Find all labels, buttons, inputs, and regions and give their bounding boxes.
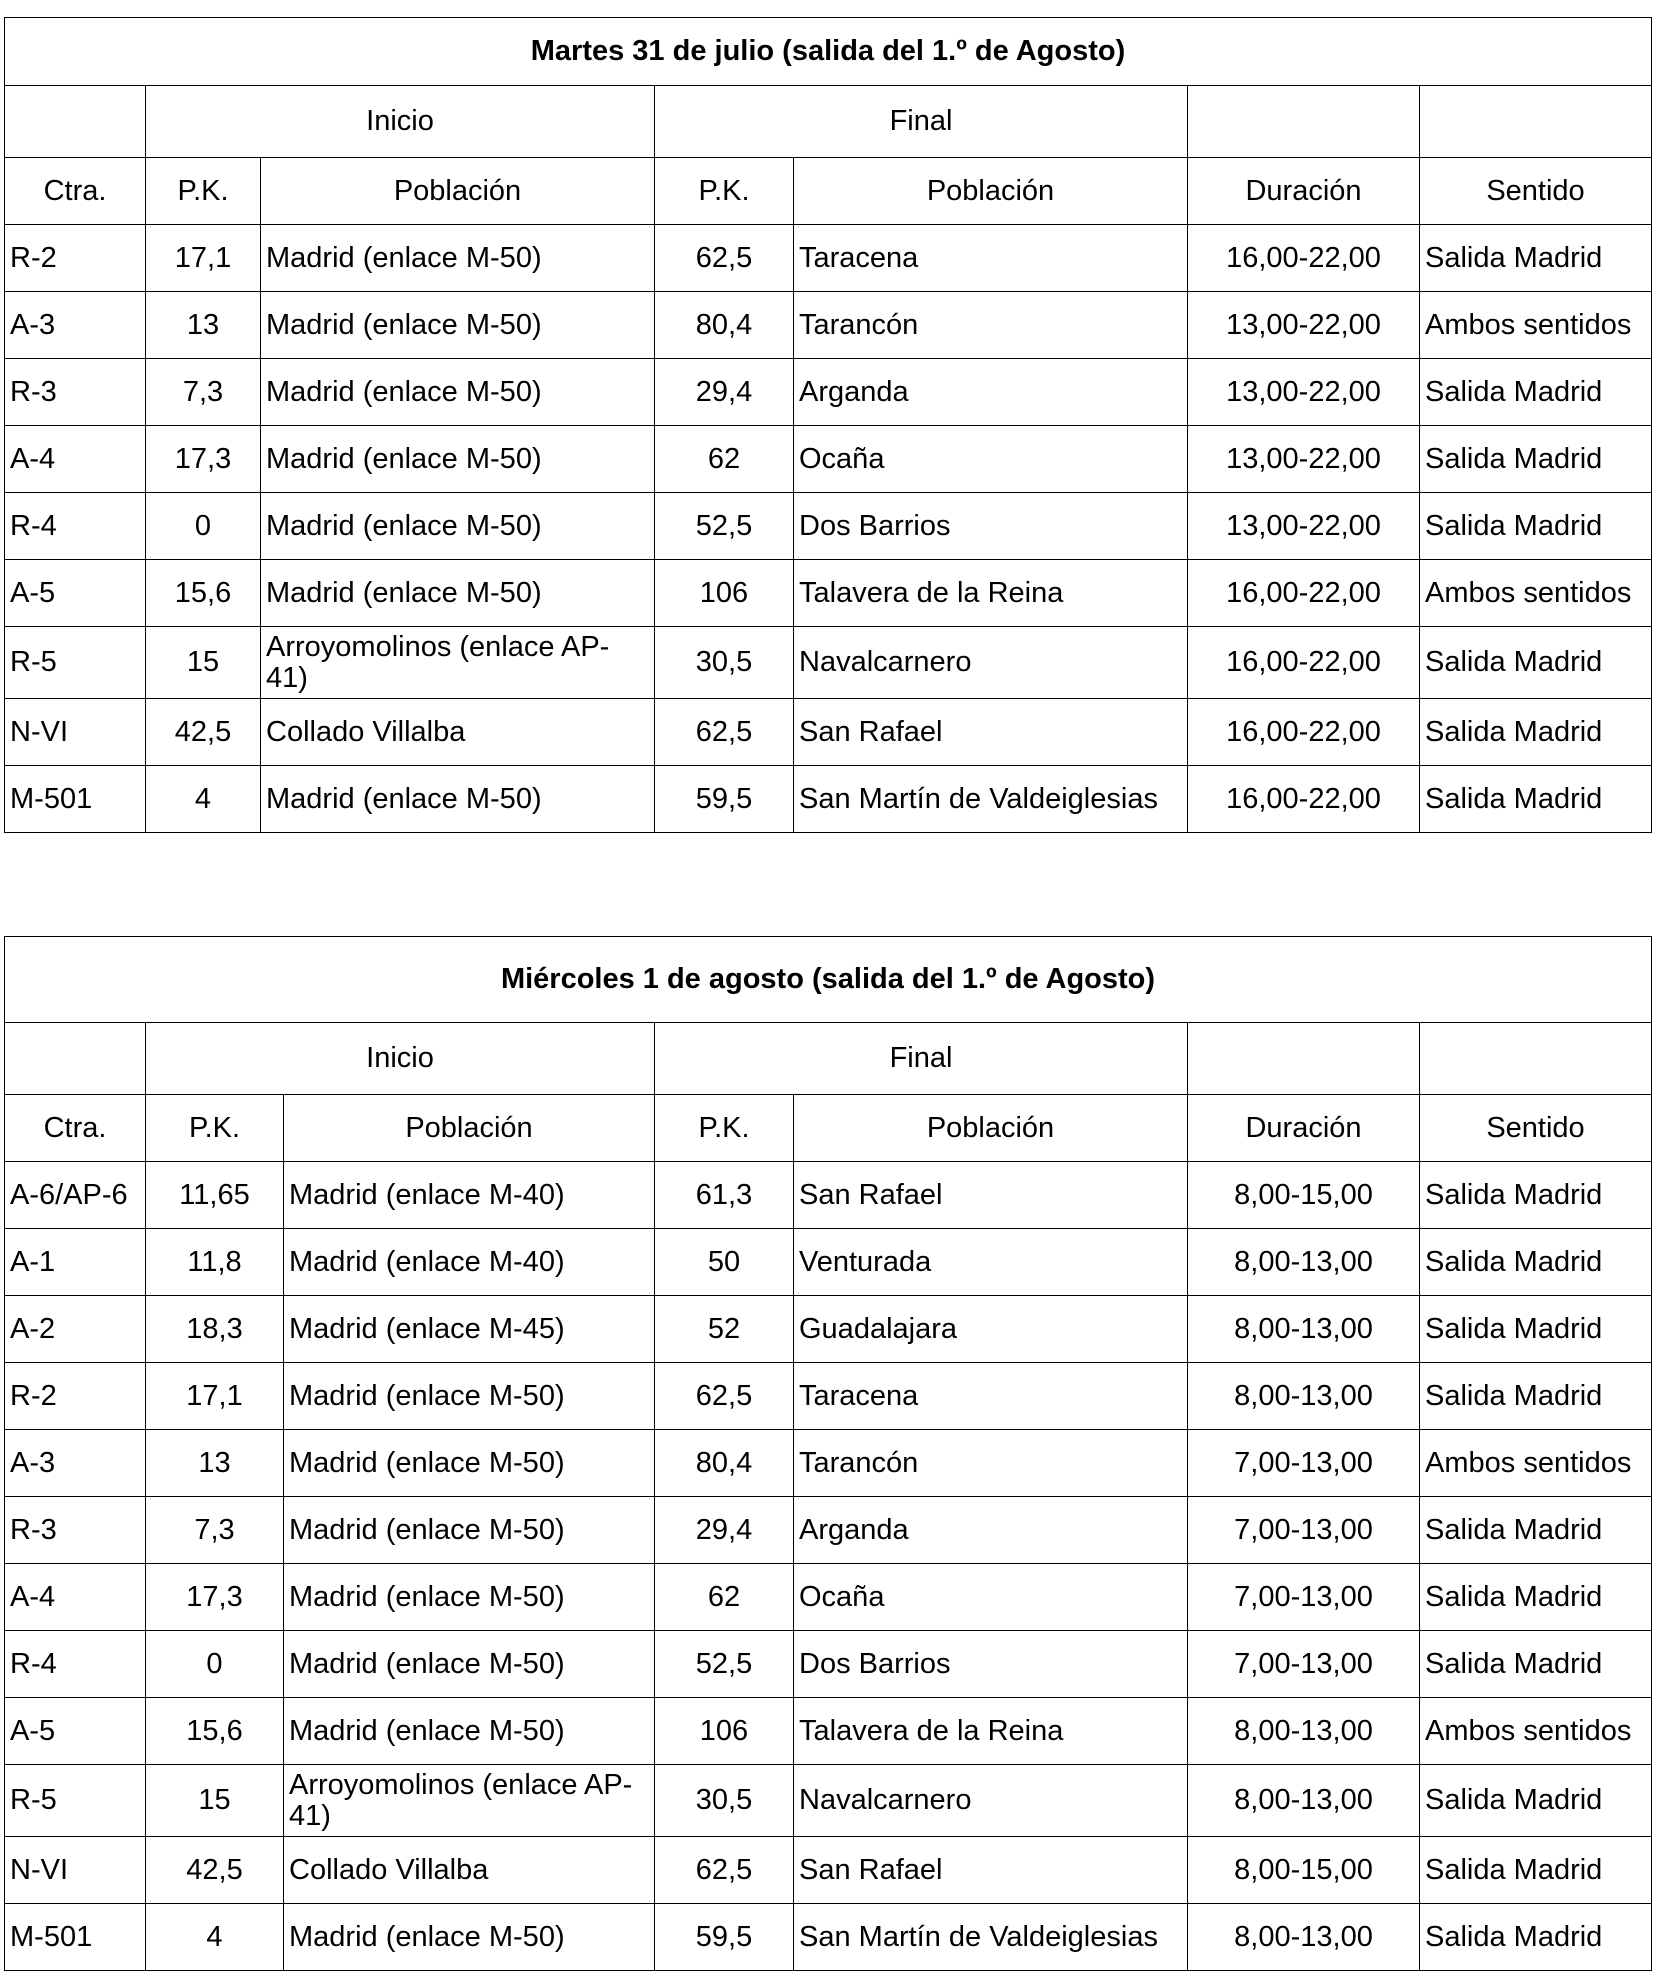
table-row xyxy=(5,766,1652,833)
cell-poblacion-inicio: Madrid (enlace M-50) xyxy=(261,426,655,493)
cell-poblacion-inicio: Arroyomolinos (enlace AP-41) xyxy=(284,1765,655,1837)
cell-poblacion-final: Talavera de la Reina xyxy=(794,560,1188,627)
table-row xyxy=(5,1229,1652,1296)
cell-poblacion-final: Arganda xyxy=(794,359,1188,426)
cell-ctra: M-501 xyxy=(5,1904,146,1971)
cell-poblacion-final: San Martín de Valdeiglesias xyxy=(794,1904,1188,1971)
cell-pk-inicio: 13 xyxy=(146,1430,284,1497)
cell-sentido: Salida Madrid xyxy=(1420,1631,1652,1698)
cell-poblacion-final: Tarancón xyxy=(794,1430,1188,1497)
cell-pk-final: 106 xyxy=(655,560,794,627)
cell-poblacion-final: Navalcarnero xyxy=(794,1765,1188,1837)
cell-pk-inicio: 15 xyxy=(146,627,261,699)
cell-poblacion-inicio: Madrid (enlace M-50) xyxy=(284,1430,655,1497)
group-inicio: Inicio xyxy=(146,86,655,158)
cell-sentido: Salida Madrid xyxy=(1420,1837,1652,1904)
cell-poblacion-inicio: Madrid (enlace M-50) xyxy=(261,359,655,426)
cell-sentido: Salida Madrid xyxy=(1420,1363,1652,1430)
cell-duracion: 13,00-22,00 xyxy=(1188,292,1420,359)
cell-duracion: 7,00-13,00 xyxy=(1188,1430,1420,1497)
table-row xyxy=(5,1765,1652,1837)
cell-pk-final: 62,5 xyxy=(655,1837,794,1904)
cell-sentido: Salida Madrid xyxy=(1420,1162,1652,1229)
cell-pk-inicio: 15,6 xyxy=(146,1698,284,1765)
cell-pk-final: 29,4 xyxy=(655,359,794,426)
empty-cell xyxy=(5,86,146,158)
table-row xyxy=(5,627,1652,699)
cell-poblacion-inicio: Collado Villalba xyxy=(261,699,655,766)
cell-ctra: A-4 xyxy=(5,1564,146,1631)
cell-pk-final: 62,5 xyxy=(655,699,794,766)
cell-duracion: 7,00-13,00 xyxy=(1188,1564,1420,1631)
cell-sentido: Salida Madrid xyxy=(1420,1296,1652,1363)
cell-pk-inicio: 42,5 xyxy=(146,1837,284,1904)
cell-pk-inicio: 0 xyxy=(146,1631,284,1698)
cell-poblacion-inicio: Collado Villalba xyxy=(284,1837,655,1904)
cell-duracion: 16,00-22,00 xyxy=(1188,560,1420,627)
table-title-row xyxy=(5,937,1652,1023)
cell-pk-final: 80,4 xyxy=(655,292,794,359)
header-duracion: Duración xyxy=(1188,158,1420,225)
cell-ctra: N-VI xyxy=(5,699,146,766)
table-row xyxy=(5,699,1652,766)
table-row xyxy=(5,1904,1652,1971)
table-row xyxy=(5,493,1652,560)
cell-pk-inicio: 4 xyxy=(146,766,261,833)
cell-duracion: 7,00-13,00 xyxy=(1188,1497,1420,1564)
empty-cell xyxy=(1420,86,1652,158)
cell-poblacion-inicio: Arroyomolinos (enlace AP-41) xyxy=(261,627,655,699)
cell-poblacion-inicio: Madrid (enlace M-45) xyxy=(284,1296,655,1363)
cell-duracion: 8,00-15,00 xyxy=(1188,1162,1420,1229)
table-row xyxy=(5,1631,1652,1698)
empty-cell xyxy=(5,1023,146,1095)
cell-duracion: 7,00-13,00 xyxy=(1188,1631,1420,1698)
cell-poblacion-inicio: Madrid (enlace M-50) xyxy=(261,292,655,359)
cell-pk-inicio: 17,1 xyxy=(146,1363,284,1430)
cell-pk-inicio: 13 xyxy=(146,292,261,359)
cell-sentido: Salida Madrid xyxy=(1420,426,1652,493)
group-final: Final xyxy=(655,86,1188,158)
cell-ctra: R-3 xyxy=(5,1497,146,1564)
cell-poblacion-inicio: Madrid (enlace M-50) xyxy=(284,1564,655,1631)
cell-duracion: 16,00-22,00 xyxy=(1188,627,1420,699)
cell-pk-inicio: 18,3 xyxy=(146,1296,284,1363)
cell-ctra: R-4 xyxy=(5,493,146,560)
cell-pk-final: 62,5 xyxy=(655,1363,794,1430)
cell-poblacion-final: San Rafael xyxy=(794,1162,1188,1229)
header-pk-final: P.K. xyxy=(655,1095,794,1162)
cell-duracion: 16,00-22,00 xyxy=(1188,766,1420,833)
header-pk-final: P.K. xyxy=(655,158,794,225)
cell-pk-final: 59,5 xyxy=(655,1904,794,1971)
cell-pk-inicio: 7,3 xyxy=(146,1497,284,1564)
column-header-row xyxy=(5,158,1652,225)
empty-cell xyxy=(1188,1023,1420,1095)
cell-duracion: 13,00-22,00 xyxy=(1188,493,1420,560)
table-row xyxy=(5,560,1652,627)
table-row xyxy=(5,1363,1652,1430)
cell-ctra: A-4 xyxy=(5,426,146,493)
table-row xyxy=(5,359,1652,426)
table-row xyxy=(5,1698,1652,1765)
cell-ctra: N-VI xyxy=(5,1837,146,1904)
header-sentido: Sentido xyxy=(1420,1095,1652,1162)
cell-duracion: 8,00-13,00 xyxy=(1188,1765,1420,1837)
cell-poblacion-inicio: Madrid (enlace M-50) xyxy=(284,1497,655,1564)
cell-ctra: A-3 xyxy=(5,292,146,359)
header-poblacion-final: Población xyxy=(794,158,1188,225)
cell-pk-final: 50 xyxy=(655,1229,794,1296)
cell-sentido: Salida Madrid xyxy=(1420,1229,1652,1296)
cell-duracion: 8,00-13,00 xyxy=(1188,1904,1420,1971)
cell-pk-final: 52,5 xyxy=(655,493,794,560)
cell-poblacion-final: Ocaña xyxy=(794,1564,1188,1631)
group-final: Final xyxy=(655,1023,1188,1095)
header-poblacion-inicio: Población xyxy=(261,158,655,225)
cell-poblacion-inicio: Madrid (enlace M-50) xyxy=(284,1904,655,1971)
cell-pk-inicio: 11,65 xyxy=(146,1162,284,1229)
cell-sentido: Salida Madrid xyxy=(1420,1904,1652,1971)
cell-pk-final: 52,5 xyxy=(655,1631,794,1698)
cell-sentido: Salida Madrid xyxy=(1420,493,1652,560)
cell-poblacion-final: Arganda xyxy=(794,1497,1188,1564)
cell-duracion: 13,00-22,00 xyxy=(1188,359,1420,426)
cell-ctra: A-1 xyxy=(5,1229,146,1296)
header-poblacion-inicio: Población xyxy=(284,1095,655,1162)
cell-poblacion-final: Taracena xyxy=(794,1363,1188,1430)
cell-sentido: Ambos sentidos xyxy=(1420,1430,1652,1497)
cell-poblacion-inicio: Madrid (enlace M-40) xyxy=(284,1162,655,1229)
cell-ctra: M-501 xyxy=(5,766,146,833)
cell-pk-final: 61,3 xyxy=(655,1162,794,1229)
cell-sentido: Salida Madrid xyxy=(1420,1564,1652,1631)
cell-ctra: A-6/AP-6 xyxy=(5,1162,146,1229)
header-sentido: Sentido xyxy=(1420,158,1652,225)
table-row xyxy=(5,1162,1652,1229)
cell-poblacion-final: San Rafael xyxy=(794,1837,1188,1904)
header-duracion: Duración xyxy=(1188,1095,1420,1162)
cell-sentido: Salida Madrid xyxy=(1420,1497,1652,1564)
cell-ctra: A-2 xyxy=(5,1296,146,1363)
cell-pk-inicio: 17,3 xyxy=(146,426,261,493)
group-inicio: Inicio xyxy=(146,1023,655,1095)
table-body xyxy=(5,225,1652,833)
header-ctra: Ctra. xyxy=(5,1095,146,1162)
cell-ctra: R-2 xyxy=(5,1363,146,1430)
cell-poblacion-final: Navalcarnero xyxy=(794,627,1188,699)
header-ctra: Ctra. xyxy=(5,158,146,225)
cell-pk-inicio: 17,3 xyxy=(146,1564,284,1631)
cell-ctra: R-4 xyxy=(5,1631,146,1698)
cell-duracion: 8,00-15,00 xyxy=(1188,1837,1420,1904)
cell-ctra: R-5 xyxy=(5,1765,146,1837)
cell-pk-final: 62 xyxy=(655,426,794,493)
cell-sentido: Salida Madrid xyxy=(1420,699,1652,766)
cell-ctra: A-5 xyxy=(5,1698,146,1765)
table-row xyxy=(5,225,1652,292)
cell-poblacion-inicio: Madrid (enlace M-50) xyxy=(284,1363,655,1430)
cell-pk-inicio: 15,6 xyxy=(146,560,261,627)
cell-poblacion-final: Guadalajara xyxy=(794,1296,1188,1363)
column-header-row xyxy=(5,1095,1652,1162)
cell-pk-inicio: 7,3 xyxy=(146,359,261,426)
cell-pk-inicio: 17,1 xyxy=(146,225,261,292)
cell-pk-inicio: 4 xyxy=(146,1904,284,1971)
cell-duracion: 8,00-13,00 xyxy=(1188,1296,1420,1363)
cell-poblacion-inicio: Madrid (enlace M-50) xyxy=(261,493,655,560)
cell-pk-inicio: 11,8 xyxy=(146,1229,284,1296)
table-row xyxy=(5,426,1652,493)
cell-ctra: R-3 xyxy=(5,359,146,426)
cell-poblacion-final: Ocaña xyxy=(794,426,1188,493)
cell-sentido: Ambos sentidos xyxy=(1420,1698,1652,1765)
cell-pk-inicio: 15 xyxy=(146,1765,284,1837)
cell-poblacion-inicio: Madrid (enlace M-50) xyxy=(261,225,655,292)
cell-ctra: R-5 xyxy=(5,627,146,699)
cell-poblacion-inicio: Madrid (enlace M-50) xyxy=(284,1698,655,1765)
cell-sentido: Salida Madrid xyxy=(1420,225,1652,292)
cell-sentido: Ambos sentidos xyxy=(1420,560,1652,627)
cell-poblacion-inicio: Madrid (enlace M-50) xyxy=(261,560,655,627)
cell-duracion: 16,00-22,00 xyxy=(1188,225,1420,292)
cell-sentido: Salida Madrid xyxy=(1420,1765,1652,1837)
cell-poblacion-final: San Martín de Valdeiglesias xyxy=(794,766,1188,833)
cell-pk-final: 30,5 xyxy=(655,1765,794,1837)
cell-ctra: A-5 xyxy=(5,560,146,627)
cell-pk-final: 29,4 xyxy=(655,1497,794,1564)
cell-sentido: Salida Madrid xyxy=(1420,627,1652,699)
cell-sentido: Ambos sentidos xyxy=(1420,292,1652,359)
cell-pk-final: 106 xyxy=(655,1698,794,1765)
cell-pk-final: 59,5 xyxy=(655,766,794,833)
cell-poblacion-final: San Rafael xyxy=(794,699,1188,766)
empty-cell xyxy=(1420,1023,1652,1095)
cell-pk-final: 30,5 xyxy=(655,627,794,699)
table-title: Martes 31 de julio (salida del 1.º de Agosto) xyxy=(5,18,1652,86)
cell-ctra: A-3 xyxy=(5,1430,146,1497)
cell-poblacion-final: Venturada xyxy=(794,1229,1188,1296)
table-row xyxy=(5,1497,1652,1564)
cell-ctra: R-2 xyxy=(5,225,146,292)
cell-pk-final: 62 xyxy=(655,1564,794,1631)
cell-poblacion-final: Talavera de la Reina xyxy=(794,1698,1188,1765)
cell-poblacion-inicio: Madrid (enlace M-50) xyxy=(261,766,655,833)
table-row xyxy=(5,1837,1652,1904)
cell-duracion: 8,00-13,00 xyxy=(1188,1229,1420,1296)
table-row xyxy=(5,1430,1652,1497)
cell-pk-final: 62,5 xyxy=(655,225,794,292)
cell-pk-final: 52 xyxy=(655,1296,794,1363)
cell-poblacion-final: Dos Barrios xyxy=(794,1631,1188,1698)
table-title: Miércoles 1 de agosto (salida del 1.º de Agosto) xyxy=(5,937,1652,1023)
cell-pk-inicio: 0 xyxy=(146,493,261,560)
cell-duracion: 16,00-22,00 xyxy=(1188,699,1420,766)
header-poblacion-final: Población xyxy=(794,1095,1188,1162)
cell-poblacion-final: Dos Barrios xyxy=(794,493,1188,560)
cell-sentido: Salida Madrid xyxy=(1420,766,1652,833)
table-body xyxy=(5,1162,1652,1971)
group-header-row xyxy=(5,1023,1652,1095)
cell-pk-inicio: 42,5 xyxy=(146,699,261,766)
table-row xyxy=(5,1296,1652,1363)
cell-duracion: 8,00-13,00 xyxy=(1188,1363,1420,1430)
empty-cell xyxy=(1188,86,1420,158)
cell-poblacion-inicio: Madrid (enlace M-50) xyxy=(284,1631,655,1698)
header-pk-inicio: P.K. xyxy=(146,158,261,225)
header-pk-inicio: P.K. xyxy=(146,1095,284,1162)
cell-pk-final: 80,4 xyxy=(655,1430,794,1497)
cell-poblacion-final: Tarancón xyxy=(794,292,1188,359)
table-row xyxy=(5,1564,1652,1631)
cell-sentido: Salida Madrid xyxy=(1420,359,1652,426)
group-header-row xyxy=(5,86,1652,158)
cell-duracion: 13,00-22,00 xyxy=(1188,426,1420,493)
schedule-table-wednesday xyxy=(4,936,1652,1971)
cell-duracion: 8,00-13,00 xyxy=(1188,1698,1420,1765)
table-title-row xyxy=(5,18,1652,86)
cell-poblacion-inicio: Madrid (enlace M-40) xyxy=(284,1229,655,1296)
schedule-table-tuesday xyxy=(4,17,1652,833)
cell-poblacion-final: Taracena xyxy=(794,225,1188,292)
table-row xyxy=(5,292,1652,359)
